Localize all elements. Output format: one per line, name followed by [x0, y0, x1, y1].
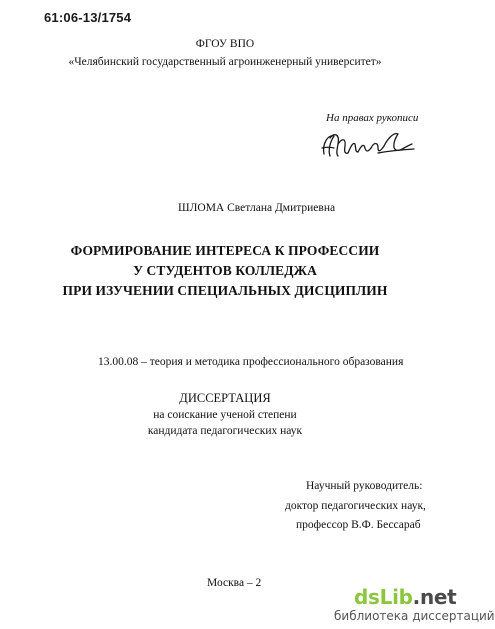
degree-line: на соискание ученой степени [153, 409, 297, 421]
supervisor-heading: Научный руководитель: [306, 480, 423, 492]
specialty-code: 13.00.08 – теория и методика профессионального образования [98, 356, 404, 368]
watermark-brand [354, 586, 456, 608]
dslib-watermark[interactable] [318, 585, 495, 629]
watermark-subtitle: библиотека диссертаций [334, 609, 495, 623]
manuscript-rights-note: На правах рукописи [326, 112, 419, 124]
supervisor-degree: доктор педагогических наук, [285, 500, 426, 512]
watermark-brand-part: .net [412, 585, 457, 609]
dissertation-title-line: У СТУДЕНТОВ КОЛЛЕДЖА [133, 263, 317, 278]
dissertation-title-line: ПРИ ИЗУЧЕНИИ СПЕЦИАЛЬНЫХ ДИСЦИПЛИН [62, 283, 388, 298]
watermark-brand-part: Lib [379, 585, 413, 609]
document-type: ДИССЕРТАЦИЯ [179, 391, 271, 405]
supervisor-name: профессор В.Ф. Бессараб [296, 519, 421, 531]
watermark-brand-part: ds [354, 585, 380, 609]
organization-full-name: «Челябинский государственный агроинженерный университет» [68, 56, 382, 68]
catalog-number: 61:06-13/1754 [44, 10, 132, 25]
degree-line: кандидата педагогических наук [147, 425, 303, 437]
city-year: Москва – 2 [207, 577, 262, 589]
dissertation-title-line: ФОРМИРОВАНИЕ ИНТЕРЕСА К ПРОФЕССИИ [70, 243, 380, 258]
author-name: ШЛОМА Светлана Дмитриевна [178, 202, 336, 214]
handwritten-signature-icon [318, 126, 418, 160]
organization-short-name: ФГОУ ВПО [195, 38, 255, 50]
